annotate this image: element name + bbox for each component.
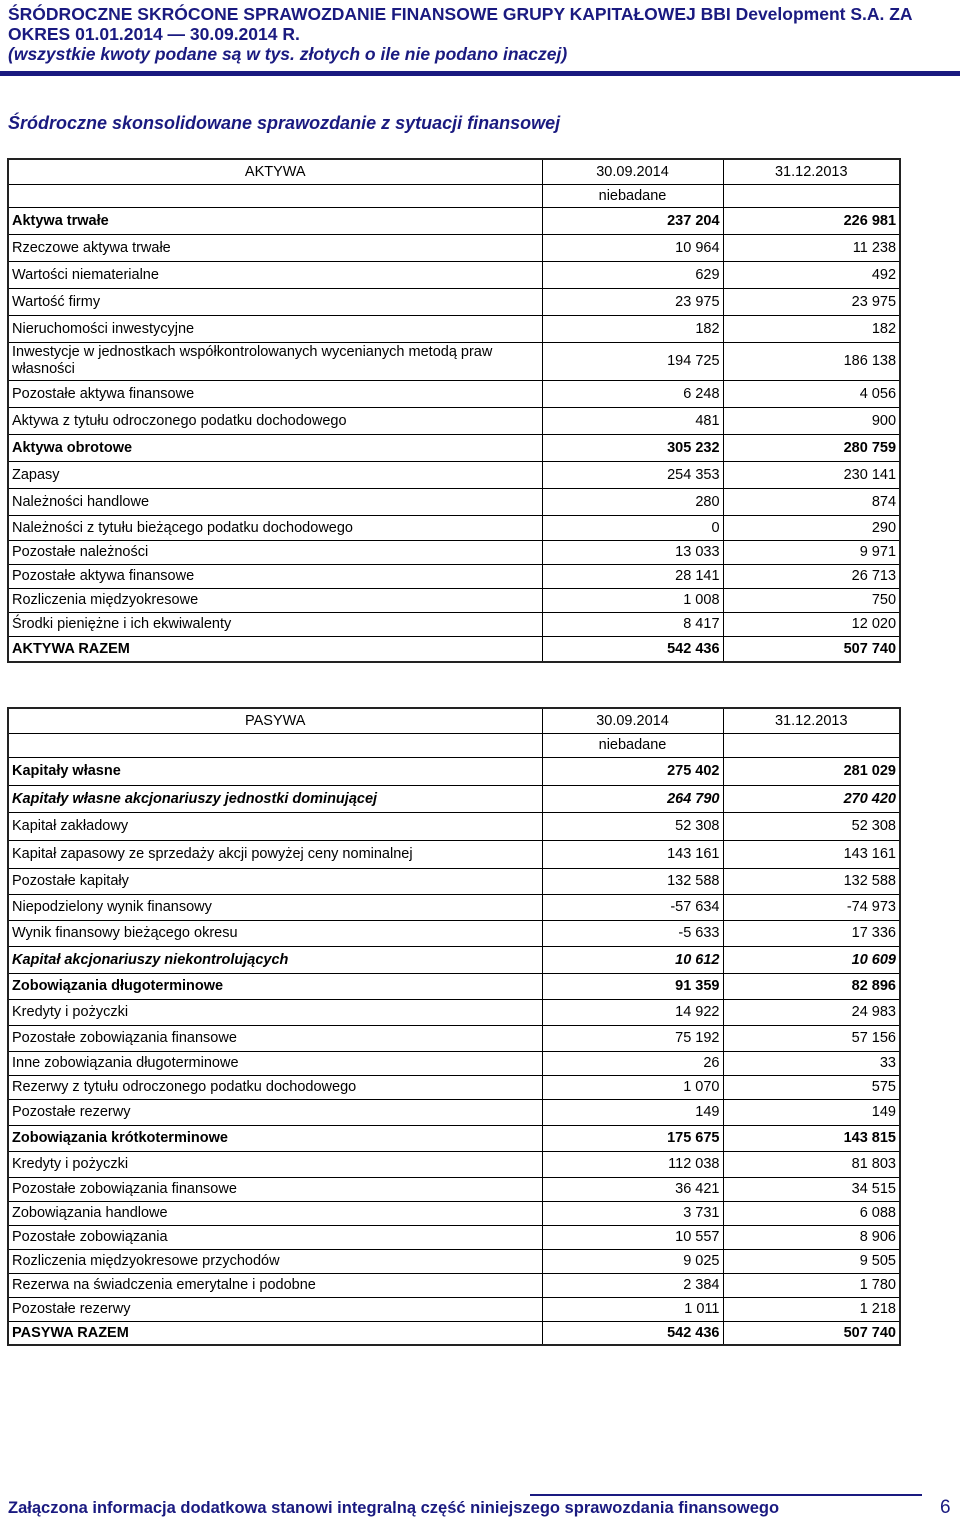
assets-label: Rozliczenia międzyokresowe [8,588,538,612]
liabilities-row [8,1051,900,1075]
liabilities-value-2013: 1 218 [723,1297,900,1321]
page-number: 6 [940,1497,951,1518]
liabilities-value-2013: 143 161 [723,840,900,868]
assets-row [8,515,900,540]
liabilities-label: Rozliczenia międzyokresowe przychodów [8,1249,538,1273]
liabilities-row [8,999,900,1025]
assets-value-2014: 1 008 [542,588,723,612]
liabilities-label: Kapitały własne akcjonariuszy jednostki dominującej [8,785,538,812]
assets-col1-subheader: niebadane [542,184,723,207]
liabilities-value-2013: 281 029 [723,757,900,785]
assets-label: Środki pieniężne i ich ekwiwalenty [8,612,538,636]
liabilities-row [8,1273,900,1297]
assets-label: Aktywa obrotowe [8,434,538,461]
assets-value-2014: 13 033 [542,540,723,564]
assets-table [7,158,901,663]
liabilities-label: PASYWA RAZEM [8,1321,538,1345]
liabilities-row [8,1297,900,1321]
liabilities-row [8,785,900,812]
assets-row [8,434,900,461]
liabilities-row [8,1177,900,1201]
assets-value-2013: 874 [723,488,900,515]
liabilities-row [8,1321,900,1345]
liabilities-label: Pozostałe kapitały [8,868,538,894]
assets-label: Pozostałe należności [8,540,538,564]
assets-row [8,261,900,288]
liabilities-label: Pozostałe rezerwy [8,1099,538,1125]
assets-label: Inwestycje w jednostkach współkontrolowanych wycenianych metodą praw własności [8,342,538,380]
assets-value-2014: 237 204 [542,207,723,234]
liabilities-row [8,1025,900,1051]
assets-value-2013: 4 056 [723,380,900,407]
liabilities-value-2013: 81 803 [723,1151,900,1177]
assets-value-2013: 186 138 [723,342,900,380]
liabilities-value-2014: 14 922 [542,999,723,1025]
liabilities-value-2013: 34 515 [723,1177,900,1201]
liabilities-value-2013: 507 740 [723,1321,900,1345]
assets-col1-header: 30.09.2014 [542,159,723,184]
assets-value-2013: 507 740 [723,636,900,662]
assets-value-2014: 6 248 [542,380,723,407]
liabilities-label: Kredyty i pożyczki [8,999,538,1025]
liabilities-value-2013: 270 420 [723,785,900,812]
liabilities-value-2014: -5 633 [542,920,723,946]
liabilities-value-2014: 75 192 [542,1025,723,1051]
liabilities-label: Zobowiązania handlowe [8,1201,538,1225]
assets-label: Aktywa z tytułu odroczonego podatku dochodowego [8,407,538,434]
liabilities-label: Kapitał zapasowy ze sprzedaży akcji powyżej ceny nominalnej [8,840,538,868]
assets-row [8,207,900,234]
liabilities-value-2013: 575 [723,1075,900,1099]
liabilities-value-2014: 2 384 [542,1273,723,1297]
footer-divider [530,1494,922,1496]
liabilities-value-2014: 175 675 [542,1125,723,1151]
assets-row [8,461,900,488]
liabilities-row [8,1099,900,1125]
assets-row [8,588,900,612]
assets-value-2013: 182 [723,315,900,342]
liabilities-label: Kredyty i pożyczki [8,1151,538,1177]
assets-value-2014: 280 [542,488,723,515]
liabilities-row [8,868,900,894]
assets-label: Należności handlowe [8,488,538,515]
assets-label: Aktywa trwałe [8,207,538,234]
liabilities-value-2013: 1 780 [723,1273,900,1297]
assets-value-2014: 194 725 [542,342,723,380]
liabilities-value-2013: 57 156 [723,1025,900,1051]
assets-row [8,564,900,588]
liabilities-value-2013: 10 609 [723,946,900,973]
assets-row [8,540,900,564]
liabilities-row [8,1125,900,1151]
assets-value-2013: 9 971 [723,540,900,564]
liabilities-value-2014: -57 634 [542,894,723,920]
liabilities-value-2013: 132 588 [723,868,900,894]
liabilities-row [8,1225,900,1249]
liabilities-row [8,757,900,785]
liabilities-value-2013: 149 [723,1099,900,1125]
liabilities-row [8,812,900,840]
section-title: Śródroczne skonsolidowane sprawozdanie z sytuacji finansowej [8,113,561,133]
assets-value-2013: 12 020 [723,612,900,636]
assets-label: AKTYWA RAZEM [8,636,538,662]
liabilities-value-2013: 17 336 [723,920,900,946]
assets-value-2013: 900 [723,407,900,434]
liabilities-row [8,1201,900,1225]
assets-row [8,407,900,434]
liabilities-value-2013: -74 973 [723,894,900,920]
liabilities-row [8,894,900,920]
liabilities-label: Inne zobowiązania długoterminowe [8,1051,538,1075]
liabilities-label: Wynik finansowy bieżącego okresu [8,920,538,946]
liabilities-label: Rezerwa na świadczenia emerytalne i podobne [8,1273,538,1297]
liabilities-label: Kapitał zakładowy [8,812,538,840]
liabilities-header: PASYWA [8,708,542,733]
assets-value-2013: 492 [723,261,900,288]
liabilities-table [7,707,901,1346]
liabilities-col1-subheader: niebadane [542,733,723,757]
assets-row [8,342,900,380]
liabilities-row [8,946,900,973]
liabilities-label: Pozostałe zobowiązania finansowe [8,1177,538,1201]
assets-value-2014: 23 975 [542,288,723,315]
liabilities-value-2014: 1 070 [542,1075,723,1099]
liabilities-row [8,1249,900,1273]
liabilities-value-2014: 542 436 [542,1321,723,1345]
assets-value-2014: 542 436 [542,636,723,662]
liabilities-row [8,973,900,999]
header-divider [0,71,960,76]
assets-col2-subheader [723,184,900,207]
liabilities-label: Rezerwy z tytułu odroczonego podatku dochodowego [8,1075,538,1099]
assets-value-2013: 23 975 [723,288,900,315]
assets-header: AKTYWA [8,159,542,184]
assets-value-2014: 8 417 [542,612,723,636]
assets-value-2014: 28 141 [542,564,723,588]
assets-label: Pozostałe aktywa finansowe [8,564,538,588]
liabilities-value-2013: 8 906 [723,1225,900,1249]
assets-row [8,234,900,261]
assets-value-2014: 0 [542,515,723,540]
liabilities-label: Kapitał akcjonariuszy niekontrolujących [8,946,538,973]
liabilities-value-2013: 33 [723,1051,900,1075]
liabilities-value-2013: 9 505 [723,1249,900,1273]
liabilities-label: Niepodzielony wynik finansowy [8,894,538,920]
liabilities-col2-subheader [723,733,900,757]
liabilities-value-2014: 3 731 [542,1201,723,1225]
liabilities-row [8,840,900,868]
liabilities-label: Zobowiązania długoterminowe [8,973,538,999]
report-currency-note: (wszystkie kwoty podane są w tys. złotych o ile nie podano inaczej) [8,44,568,64]
assets-label: Rzeczowe aktywa trwałe [8,234,538,261]
assets-value-2014: 629 [542,261,723,288]
liabilities-row [8,1151,900,1177]
liabilities-value-2014: 264 790 [542,785,723,812]
liabilities-value-2013: 24 983 [723,999,900,1025]
assets-value-2014: 10 964 [542,234,723,261]
assets-label: Należności z tytułu bieżącego podatku dochodowego [8,515,538,540]
assets-label: Pozostałe aktywa finansowe [8,380,538,407]
footer-note: Załączona informacja dodatkowa stanowi integralną część niniejszego sprawozdania finansowego [8,1499,780,1517]
liabilities-value-2014: 10 612 [542,946,723,973]
assets-value-2014: 254 353 [542,461,723,488]
assets-value-2013: 750 [723,588,900,612]
assets-value-2013: 226 981 [723,207,900,234]
assets-row [8,488,900,515]
assets-row [8,636,900,662]
assets-col2-header: 31.12.2013 [723,159,900,184]
assets-row [8,380,900,407]
liabilities-value-2013: 143 815 [723,1125,900,1151]
liabilities-value-2014: 91 359 [542,973,723,999]
liabilities-row [8,1075,900,1099]
assets-row [8,612,900,636]
liabilities-value-2014: 1 011 [542,1297,723,1321]
assets-value-2013: 230 141 [723,461,900,488]
liabilities-value-2014: 9 025 [542,1249,723,1273]
assets-row [8,288,900,315]
assets-value-2013: 290 [723,515,900,540]
liabilities-value-2014: 275 402 [542,757,723,785]
assets-value-2014: 305 232 [542,434,723,461]
liabilities-value-2014: 52 308 [542,812,723,840]
liabilities-value-2014: 10 557 [542,1225,723,1249]
assets-label: Nieruchomości inwestycyjne [8,315,538,342]
liabilities-col1-header: 30.09.2014 [542,708,723,733]
liabilities-label: Kapitały własne [8,757,538,785]
assets-row [8,315,900,342]
assets-value-2013: 11 238 [723,234,900,261]
assets-value-2014: 481 [542,407,723,434]
assets-header-spacer [8,184,542,207]
liabilities-header-spacer [8,733,542,757]
liabilities-col2-header: 31.12.2013 [723,708,900,733]
liabilities-value-2013: 82 896 [723,973,900,999]
report-title: ŚRÓDROCZNE SKRÓCONE SPRAWOZDANIE FINANSOWE GRUPY KAPITAŁOWEJ BBI Development S.A. ZA [8,4,913,24]
liabilities-label: Pozostałe zobowiązania [8,1225,538,1249]
liabilities-label: Pozostałe rezerwy [8,1297,538,1321]
liabilities-value-2014: 132 588 [542,868,723,894]
liabilities-row [8,920,900,946]
liabilities-value-2013: 52 308 [723,812,900,840]
liabilities-value-2014: 112 038 [542,1151,723,1177]
liabilities-value-2014: 149 [542,1099,723,1125]
assets-label: Zapasy [8,461,538,488]
report-period: OKRES 01.01.2014 — 30.09.2014 R. [8,24,300,44]
liabilities-value-2014: 36 421 [542,1177,723,1201]
liabilities-value-2013: 6 088 [723,1201,900,1225]
liabilities-label: Zobowiązania krótkoterminowe [8,1125,538,1151]
liabilities-value-2014: 143 161 [542,840,723,868]
assets-value-2013: 280 759 [723,434,900,461]
assets-label: Wartości niematerialne [8,261,538,288]
assets-value-2014: 182 [542,315,723,342]
assets-label: Wartość firmy [8,288,538,315]
liabilities-label: Pozostałe zobowiązania finansowe [8,1025,538,1051]
liabilities-value-2014: 26 [542,1051,723,1075]
assets-value-2013: 26 713 [723,564,900,588]
